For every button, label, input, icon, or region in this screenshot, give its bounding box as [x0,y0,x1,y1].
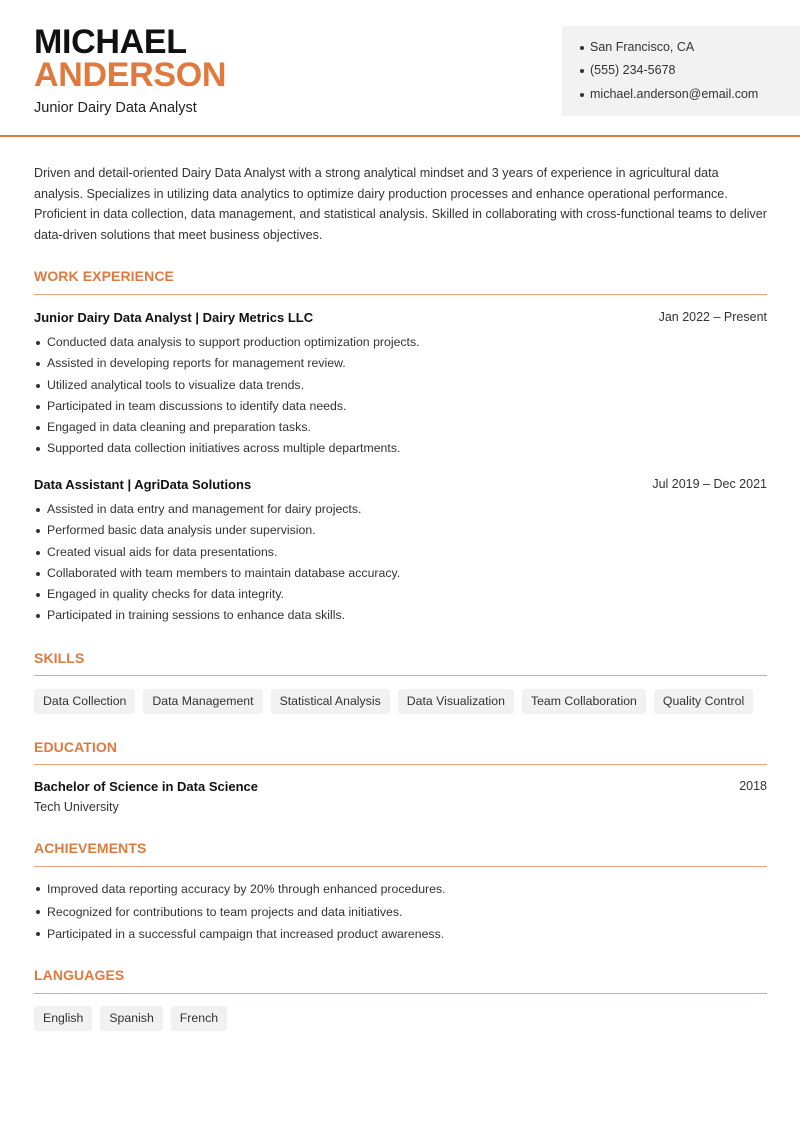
list-item: Utilized analytical tools to visualize data trends. [34,375,420,396]
contact-phone: (555) 234-5678 [590,63,676,77]
list-item: Assisted in data entry and management for dairy projects. [34,499,400,520]
list-item: Supported data collection initiatives across multiple departments. [34,438,420,459]
job-heading: Junior Dairy Data Analyst | Dairy Metrics LLC [34,310,314,325]
section-title-languages: LANGUAGES [34,967,125,983]
job-bullets [34,332,420,460]
last-name: ANDERSON [34,56,227,94]
education-school: Tech University [34,800,119,814]
section-divider [34,764,767,765]
list-item: Participated in a successful campaign that increased product awareness. [34,923,446,946]
contact-email[interactable]: michael.anderson@email.com [590,87,759,101]
education-year: 2018 [739,779,767,793]
list-item: Created visual aids for data presentations. [34,542,400,563]
section-title-skills: SKILLS [34,650,85,666]
job-heading: Data Assistant | AgriData Solutions [34,477,252,492]
section-title-achievements: ACHIEVEMENTS [34,840,147,856]
section-divider [34,866,767,867]
job-title: Junior Dairy Data Analyst [34,100,197,116]
list-item: Conducted data analysis to support production optimization projects. [34,332,420,353]
first-name: MICHAEL [34,23,187,61]
contact-location: San Francisco, CA [590,40,695,54]
list-item: Engaged in quality checks for data integrity. [34,584,400,605]
language-chip: French [171,1006,227,1031]
section-divider [34,294,767,295]
list-item: Collaborated with team members to maintain database accuracy. [34,563,400,584]
contact-box [562,26,800,116]
education-degree: Bachelor of Science in Data Science [34,779,258,794]
list-item: Participated in training sessions to enhance data skills. [34,605,400,626]
resume-header [0,0,800,137]
skills-list [34,689,753,714]
job-dates: Jan 2022 – Present [658,310,767,324]
section-title-education: EDUCATION [34,739,118,755]
skill-chip: Data Visualization [398,689,514,714]
job-bullets [34,499,400,627]
language-chip: English [34,1006,92,1031]
list-item: Recognized for contributions to team projects and data initiatives. [34,901,446,924]
languages-list [34,1006,227,1031]
list-item: Performed basic data analysis under supervision. [34,520,400,541]
summary-paragraph: Driven and detail-oriented Dairy Data Analyst with a strong analytical mindset and 3 years of experience in agricultural data analysis. Specializes in utilizing data analytics to optimize dairy production processes and enhance operational performance. Proficient in data collection, data management, and statistical analysis. Skilled in collaborating with cross-functional teams to deliver data-driven solutions that meet business objectives. [34,166,767,243]
list-item: Improved data reporting accuracy by 20% through enhanced procedures. [34,878,446,901]
section-divider [34,993,767,994]
achievements-list [34,878,446,946]
skill-chip: Statistical Analysis [271,689,390,714]
list-item: Engaged in data cleaning and preparation tasks. [34,417,420,438]
skill-chip: Data Collection [34,689,135,714]
skill-chip: Quality Control [654,689,753,714]
section-title-work: WORK EXPERIENCE [34,268,174,284]
job-dates: Jul 2019 – Dec 2021 [652,477,767,491]
skill-chip: Team Collaboration [522,689,646,714]
language-chip: Spanish [100,1006,162,1031]
section-divider [34,675,767,676]
list-item: Assisted in developing reports for management review. [34,353,420,374]
list-item: Participated in team discussions to identify data needs. [34,396,420,417]
skill-chip: Data Management [143,689,262,714]
